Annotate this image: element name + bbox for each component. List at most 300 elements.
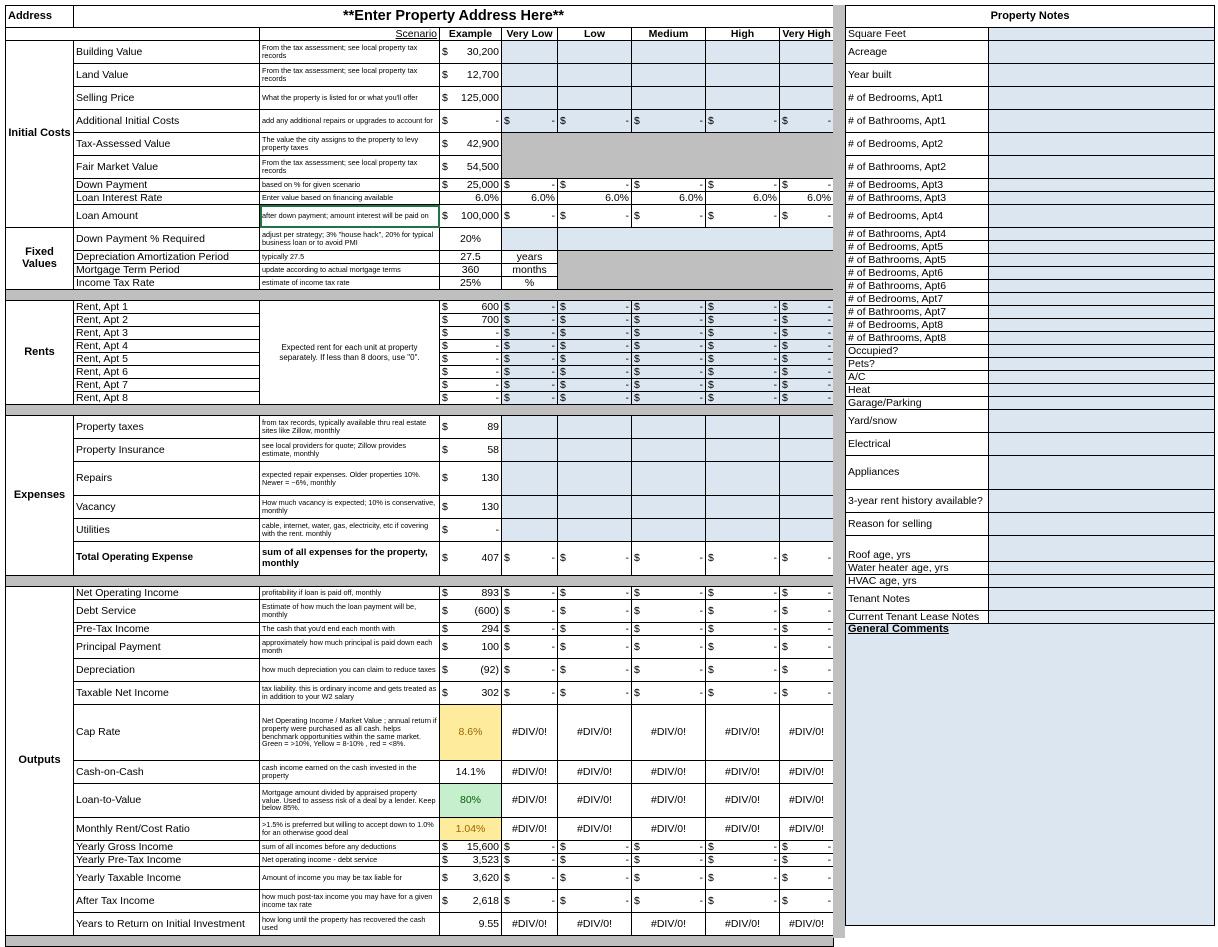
note-value-input[interactable] [989, 228, 1215, 241]
note-label: # of Bathrooms, Apt3 [846, 192, 989, 205]
cell-value: - [551, 339, 555, 352]
example-value[interactable] [440, 314, 502, 327]
scenario-cell[interactable] [706, 682, 780, 705]
scenario-cell[interactable]: 6.0% [632, 192, 706, 205]
scenario-cell[interactable]: #DIV/0! [558, 784, 632, 818]
scenario-cell[interactable] [502, 340, 558, 353]
general-comments-area[interactable] [846, 624, 1215, 926]
scenario-cell[interactable] [632, 462, 706, 496]
scenario-cell[interactable]: #DIV/0! [706, 784, 780, 818]
scenario-cell[interactable] [632, 379, 706, 392]
note-value-input[interactable] [989, 513, 1215, 536]
currency-symbol: $ [708, 840, 714, 853]
scenario-cell[interactable]: #DIV/0! [706, 818, 780, 841]
scenario-cell[interactable] [558, 867, 632, 890]
scenario-cell[interactable] [706, 314, 780, 327]
scenario-cell[interactable] [502, 600, 558, 623]
scenario-cell[interactable] [502, 379, 558, 392]
scenario-cell[interactable] [502, 841, 558, 854]
scenario-cell[interactable] [502, 890, 558, 913]
note-label: # of Bedrooms, Apt4 [846, 205, 989, 228]
scenario-cell[interactable] [558, 41, 632, 64]
scenario-cell[interactable] [502, 64, 558, 87]
scenario-cell[interactable] [780, 179, 834, 192]
row-label: Yearly Pre-Tax Income [74, 854, 260, 867]
scenario-cell[interactable] [502, 587, 558, 600]
scenario-cell[interactable] [780, 867, 834, 890]
scenario-cell[interactable] [632, 353, 706, 366]
example-value[interactable] [440, 496, 502, 519]
scenario-cell[interactable] [502, 392, 558, 405]
scenario-cell[interactable]: 6.0% [780, 192, 834, 205]
note-value-input[interactable] [989, 358, 1215, 371]
scenario-cell[interactable]: #DIV/0! [502, 705, 558, 761]
scenario-cell[interactable] [632, 636, 706, 659]
scenario-cell[interactable] [558, 110, 632, 133]
currency-symbol: $ [442, 586, 448, 599]
scenario-cell[interactable] [632, 314, 706, 327]
scenario-cell[interactable] [558, 64, 632, 87]
example-value[interactable] [440, 600, 502, 623]
scenario-cell[interactable] [502, 179, 558, 192]
scenario-cell[interactable] [780, 87, 834, 110]
scenario-cell[interactable] [632, 867, 706, 890]
scenario-cell[interactable] [632, 542, 706, 576]
note-value-input[interactable] [989, 267, 1215, 280]
scenario-cell[interactable] [558, 366, 632, 379]
note-value-input[interactable] [989, 87, 1215, 110]
scenario-cell[interactable] [502, 314, 558, 327]
note-value-input[interactable] [989, 179, 1215, 192]
scenario-cell[interactable] [558, 179, 632, 192]
scenario-cell[interactable] [632, 600, 706, 623]
scenario-cell[interactable] [780, 64, 834, 87]
scenario-cell[interactable] [706, 366, 780, 379]
scenario-cell[interactable] [502, 301, 558, 314]
note-value-input[interactable] [989, 562, 1215, 575]
note-value-input[interactable] [989, 241, 1215, 254]
scenario-cell[interactable]: #DIV/0! [632, 761, 706, 784]
scenario-cell[interactable]: #DIV/0! [780, 761, 834, 784]
scenario-cell[interactable]: 6.0% [706, 192, 780, 205]
scenario-cell[interactable] [706, 87, 780, 110]
scenario-cell[interactable] [706, 439, 780, 462]
example-value[interactable]: 360 [440, 264, 502, 277]
example-value[interactable]: 6.0% [440, 192, 502, 205]
currency-symbol: $ [504, 663, 510, 676]
scenario-cell[interactable] [502, 636, 558, 659]
scenario-cell[interactable] [706, 462, 780, 496]
example-value[interactable] [440, 392, 502, 405]
scenario-cell[interactable] [632, 64, 706, 87]
scenario-cell[interactable]: #DIV/0! [632, 818, 706, 841]
scenario-cell[interactable] [632, 854, 706, 867]
row-description: how long until the property has recovered the cash used [260, 913, 440, 936]
scenario-cell[interactable] [502, 353, 558, 366]
scenario-cell[interactable] [632, 205, 706, 228]
scenario-cell[interactable] [502, 41, 558, 64]
property-note-row [846, 228, 1215, 241]
scenario-cell[interactable]: #DIV/0! [706, 913, 780, 936]
scenario-cell[interactable] [558, 228, 834, 251]
example-value[interactable] [440, 379, 502, 392]
note-value-input[interactable] [989, 319, 1215, 332]
note-value-input[interactable] [989, 397, 1215, 410]
scenario-cell[interactable] [502, 462, 558, 496]
scenario-cell[interactable] [502, 623, 558, 636]
example-value[interactable] [440, 353, 502, 366]
address-label: Address [6, 6, 74, 28]
scenario-cell[interactable] [706, 340, 780, 353]
example-value[interactable] [440, 587, 502, 600]
example-value[interactable] [440, 890, 502, 913]
scenario-cell[interactable] [780, 462, 834, 496]
scenario-cell[interactable] [780, 841, 834, 854]
scenario-cell[interactable] [706, 496, 780, 519]
property-note-row [846, 433, 1215, 456]
scenario-cell[interactable]: #DIV/0! [502, 818, 558, 841]
scenario-cell[interactable]: #DIV/0! [780, 913, 834, 936]
note-value-input[interactable] [989, 575, 1215, 588]
scenario-cell[interactable] [780, 587, 834, 600]
scenario-cell[interactable] [706, 854, 780, 867]
scenario-cell[interactable] [558, 392, 632, 405]
example-value[interactable] [440, 682, 502, 705]
note-value-input[interactable] [989, 280, 1215, 293]
scenario-cell[interactable] [632, 682, 706, 705]
currency-symbol: $ [504, 686, 510, 699]
scenario-cell[interactable] [780, 542, 834, 576]
example-value[interactable]: 1.04% [440, 818, 502, 841]
scenario-cell[interactable] [502, 439, 558, 462]
scenario-cell[interactable] [502, 366, 558, 379]
blank-cell [6, 28, 74, 41]
scenario-cell[interactable] [780, 519, 834, 542]
scenario-cell[interactable] [558, 462, 632, 496]
scenario-cell[interactable]: #DIV/0! [558, 913, 632, 936]
note-value-input[interactable] [989, 64, 1215, 87]
scenario-cell[interactable] [558, 841, 632, 854]
scenario-cell[interactable] [780, 890, 834, 913]
note-value-input[interactable] [989, 588, 1215, 611]
cell-value: - [699, 326, 703, 339]
scenario-cell[interactable] [558, 439, 632, 462]
scenario-cell[interactable] [780, 205, 834, 228]
scenario-cell[interactable] [780, 682, 834, 705]
scenario-cell[interactable] [780, 379, 834, 392]
scenario-cell[interactable] [502, 416, 558, 439]
scenario-cell[interactable] [706, 41, 780, 64]
row-label: Pre-Tax Income [74, 623, 260, 636]
scenario-cell[interactable] [502, 542, 558, 576]
scenario-cell[interactable] [558, 623, 632, 636]
scenario-cell[interactable] [706, 636, 780, 659]
note-value-input[interactable] [989, 332, 1215, 345]
scenario-cell[interactable] [632, 587, 706, 600]
scenario-cell[interactable]: 6.0% [502, 192, 558, 205]
cell-value: - [625, 853, 629, 866]
example-value[interactable] [440, 301, 502, 314]
scenario-cell[interactable] [780, 110, 834, 133]
scenario-cell[interactable] [632, 41, 706, 64]
scenario-cell[interactable] [558, 327, 632, 340]
row-description: The cash that you'd end each month with [260, 623, 440, 636]
scenario-cell[interactable]: #DIV/0! [502, 761, 558, 784]
scenario-cell[interactable] [632, 392, 706, 405]
note-value-input[interactable] [989, 192, 1215, 205]
note-value-input[interactable] [989, 41, 1215, 64]
example-value[interactable] [440, 867, 502, 890]
scenario-cell[interactable] [632, 179, 706, 192]
scenario-cell[interactable] [632, 301, 706, 314]
example-value[interactable] [440, 327, 502, 340]
scenario-cell[interactable] [558, 542, 632, 576]
scenario-cell[interactable] [706, 416, 780, 439]
scenario-cell[interactable] [706, 542, 780, 576]
example-value[interactable]: 27.5 [440, 251, 502, 264]
scenario-cell[interactable] [632, 519, 706, 542]
scenario-cell[interactable] [632, 87, 706, 110]
scenario-cell[interactable]: #DIV/0! [706, 705, 780, 761]
property-note-row [846, 41, 1215, 64]
note-value-input[interactable] [989, 133, 1215, 156]
scenario-cell[interactable]: #DIV/0! [632, 913, 706, 936]
scenario-cell[interactable] [558, 519, 632, 542]
scenario-cell[interactable] [632, 659, 706, 682]
property-note-row [846, 536, 1215, 562]
scenario-cell[interactable] [558, 587, 632, 600]
currency-symbol: $ [708, 365, 714, 378]
scenario-cell[interactable] [780, 327, 834, 340]
example-value[interactable] [440, 659, 502, 682]
example-value[interactable]: 20% [440, 228, 502, 251]
scenario-cell[interactable] [632, 623, 706, 636]
row-label: Rent, Apt 2 [74, 314, 260, 327]
note-label: Roof age, yrs [846, 536, 989, 562]
scenario-cell[interactable]: #DIV/0! [632, 705, 706, 761]
scenario-cell[interactable] [780, 600, 834, 623]
note-value-input[interactable] [989, 306, 1215, 319]
note-value-input[interactable] [989, 371, 1215, 384]
example-value[interactable] [440, 462, 502, 496]
scenario-cell[interactable] [706, 519, 780, 542]
scenario-cell[interactable] [558, 636, 632, 659]
scenario-cell[interactable] [706, 64, 780, 87]
scenario-cell[interactable]: #DIV/0! [502, 913, 558, 936]
example-value[interactable] [440, 416, 502, 439]
scenario-cell[interactable] [558, 496, 632, 519]
note-value-input[interactable] [989, 384, 1215, 397]
example-value[interactable]: 25% [440, 277, 502, 290]
cell-value: (600) [474, 604, 499, 617]
cell-value: - [625, 209, 629, 222]
example-value[interactable] [440, 542, 502, 576]
scenario-cell[interactable] [558, 659, 632, 682]
note-value-input[interactable] [989, 456, 1215, 490]
scenario-cell[interactable] [706, 327, 780, 340]
scenario-cell[interactable] [780, 41, 834, 64]
example-value[interactable] [440, 519, 502, 542]
example-value[interactable]: 14.1% [440, 761, 502, 784]
example-value[interactable] [440, 623, 502, 636]
scenario-cell[interactable] [502, 327, 558, 340]
example-value[interactable] [440, 110, 502, 133]
note-value-input[interactable] [989, 156, 1215, 179]
scenario-cell[interactable]: #DIV/0! [558, 761, 632, 784]
scenario-cell[interactable] [706, 205, 780, 228]
scenario-cell[interactable] [502, 110, 558, 133]
row-description: add any additional repairs or upgrades to account for [260, 110, 440, 133]
scenario-cell[interactable] [502, 228, 558, 251]
scenario-cell[interactable] [780, 439, 834, 462]
scenario-cell[interactable] [632, 110, 706, 133]
scenario-cell[interactable] [502, 867, 558, 890]
example-value[interactable]: 9.55 [440, 913, 502, 936]
scenario-cell[interactable] [780, 340, 834, 353]
scenario-cell[interactable]: 6.0% [558, 192, 632, 205]
note-value-input[interactable] [989, 205, 1215, 228]
scenario-cell[interactable] [558, 205, 632, 228]
scenario-cell[interactable] [706, 600, 780, 623]
scenario-cell[interactable] [780, 636, 834, 659]
scenario-cell[interactable] [780, 301, 834, 314]
example-value[interactable] [440, 205, 502, 228]
scenario-cell[interactable] [632, 890, 706, 913]
scenario-cell[interactable]: #DIV/0! [780, 784, 834, 818]
scenario-cell[interactable] [502, 854, 558, 867]
cell-value: 130 [481, 500, 499, 513]
cell-value: - [773, 391, 777, 404]
scenario-cell[interactable] [706, 379, 780, 392]
scenario-cell[interactable] [558, 314, 632, 327]
example-value[interactable] [440, 841, 502, 854]
example-value[interactable] [440, 854, 502, 867]
scenario-cell[interactable] [706, 392, 780, 405]
scenario-cell[interactable] [706, 623, 780, 636]
note-value-input[interactable] [989, 293, 1215, 306]
scenario-cell[interactable] [780, 496, 834, 519]
note-value-input[interactable] [989, 611, 1215, 624]
scenario-cell[interactable] [502, 659, 558, 682]
example-value[interactable]: 80% [440, 784, 502, 818]
scenario-cell[interactable] [558, 379, 632, 392]
scenario-cell[interactable]: #DIV/0! [632, 784, 706, 818]
row-label: Property Insurance [74, 439, 260, 462]
scenario-cell[interactable] [706, 301, 780, 314]
scenario-cell[interactable] [780, 416, 834, 439]
scenario-cell[interactable]: #DIV/0! [558, 818, 632, 841]
note-value-input[interactable] [989, 28, 1215, 41]
scenario-cell[interactable] [632, 340, 706, 353]
scenario-cell[interactable] [558, 353, 632, 366]
scenario-cell[interactable] [558, 301, 632, 314]
example-value[interactable] [440, 133, 502, 156]
scenario-cell[interactable] [502, 87, 558, 110]
example-value[interactable] [440, 87, 502, 110]
row-description: cash income earned on the cash invested in the property [260, 761, 440, 784]
scenario-cell[interactable] [780, 854, 834, 867]
cell-value: - [495, 326, 499, 339]
example-value[interactable] [440, 64, 502, 87]
scenario-cell[interactable]: #DIV/0! [706, 761, 780, 784]
example-value[interactable] [440, 340, 502, 353]
spacer-cell [6, 290, 834, 301]
note-value-input[interactable] [989, 345, 1215, 358]
cell-value: - [699, 552, 703, 565]
scenario-cell[interactable] [632, 439, 706, 462]
note-value-input[interactable] [989, 490, 1215, 513]
scenario-cell[interactable] [706, 659, 780, 682]
example-value[interactable] [440, 156, 502, 179]
scenario-cell[interactable] [502, 519, 558, 542]
scenario-cell[interactable] [558, 340, 632, 353]
note-value-input[interactable] [989, 433, 1215, 456]
cell-value: 2,618 [472, 894, 499, 907]
note-value-input[interactable] [989, 254, 1215, 267]
scenario-cell[interactable] [706, 890, 780, 913]
output-row [6, 890, 834, 913]
scenario-cell[interactable] [558, 854, 632, 867]
note-value-input[interactable] [989, 110, 1215, 133]
scenario-cell[interactable] [558, 87, 632, 110]
scenario-cell[interactable] [780, 623, 834, 636]
scenario-cell[interactable] [706, 587, 780, 600]
scenario-cell[interactable] [706, 353, 780, 366]
property-address-cell[interactable]: **Enter Property Address Here** [74, 6, 834, 28]
cell-value: - [551, 114, 555, 127]
note-label: # of Bathrooms, Apt2 [846, 156, 989, 179]
example-value[interactable] [440, 636, 502, 659]
scenario-cell[interactable] [632, 841, 706, 854]
cell-value: - [827, 840, 832, 853]
scenario-cell[interactable] [502, 205, 558, 228]
scenario-cell[interactable] [632, 416, 706, 439]
scenario-cell[interactable] [706, 841, 780, 854]
scenario-cell[interactable] [632, 366, 706, 379]
scenario-cell[interactable] [558, 890, 632, 913]
scenario-cell[interactable] [780, 366, 834, 379]
scenario-cell[interactable] [558, 416, 632, 439]
scenario-cell[interactable] [706, 867, 780, 890]
scenario-cell[interactable] [780, 353, 834, 366]
scenario-cell[interactable] [780, 659, 834, 682]
scenario-cell[interactable] [780, 392, 834, 405]
currency-symbol: $ [708, 604, 714, 617]
scenario-cell[interactable] [706, 179, 780, 192]
example-value[interactable] [440, 179, 502, 192]
scenario-cell[interactable]: #DIV/0! [780, 818, 834, 841]
scenario-cell[interactable]: #DIV/0! [502, 784, 558, 818]
example-value[interactable]: 8.6% [440, 705, 502, 761]
scenario-cell[interactable] [502, 496, 558, 519]
example-value[interactable] [440, 366, 502, 379]
note-value-input[interactable] [989, 536, 1215, 562]
scenario-cell[interactable]: #DIV/0! [558, 705, 632, 761]
scenario-cell[interactable] [706, 110, 780, 133]
example-value[interactable] [440, 41, 502, 64]
note-value-input[interactable] [989, 410, 1215, 433]
scenario-cell[interactable] [558, 600, 632, 623]
scenario-cell[interactable] [632, 496, 706, 519]
scenario-cell[interactable] [780, 314, 834, 327]
scenario-cell[interactable]: #DIV/0! [780, 705, 834, 761]
scenario-cell[interactable] [558, 682, 632, 705]
scenario-cell[interactable] [502, 682, 558, 705]
cell-value: - [699, 586, 703, 599]
scenario-cell[interactable] [632, 327, 706, 340]
example-value[interactable] [440, 439, 502, 462]
currency-symbol: $ [560, 339, 566, 352]
